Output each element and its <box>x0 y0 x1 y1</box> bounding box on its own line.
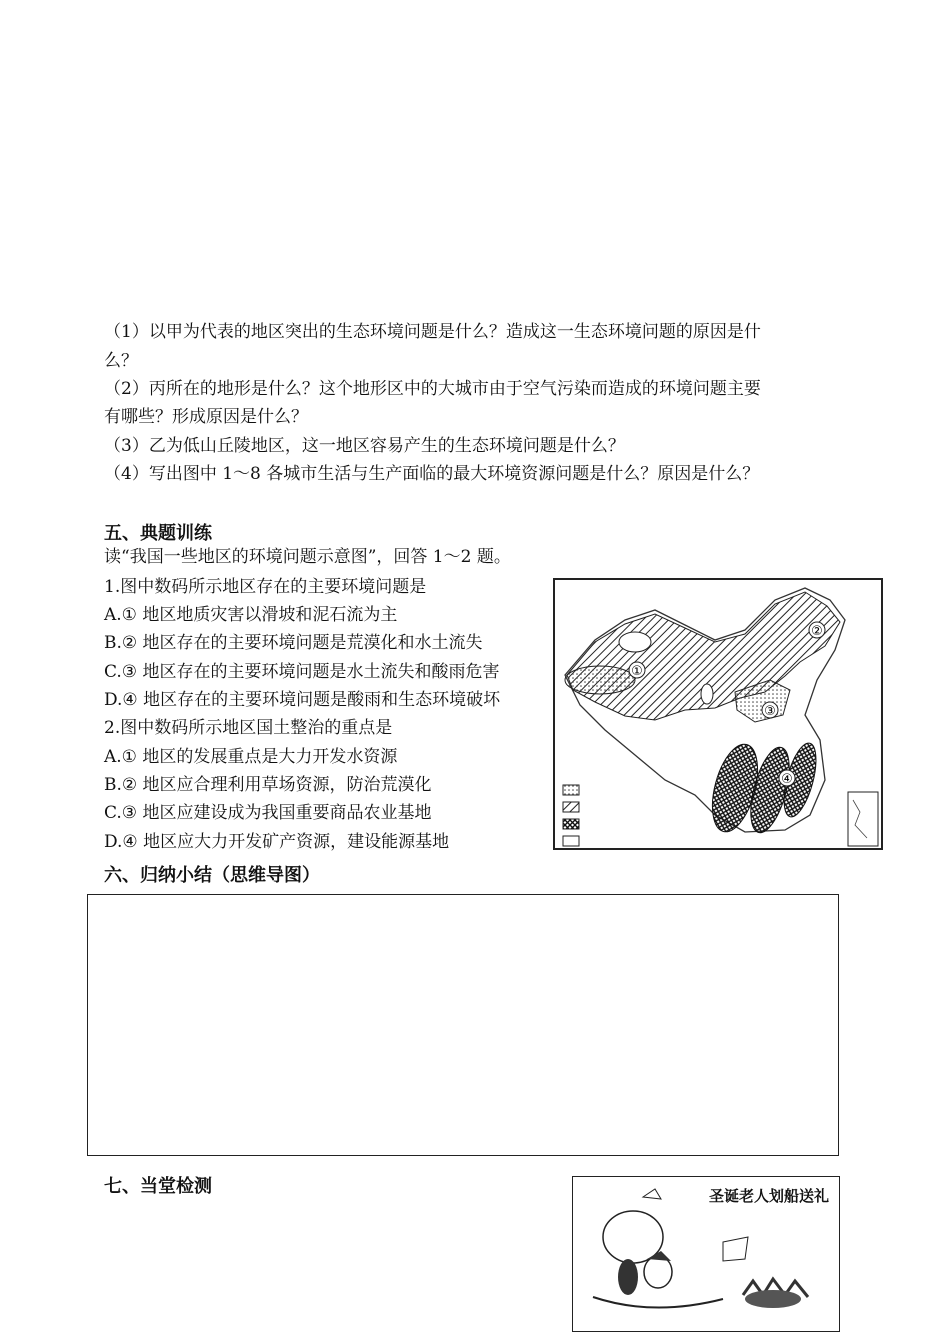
question-1-line-1: （1）以甲为代表的地区突出的生态环境问题是什么？造成这一生态环境问题的原因是什 <box>104 322 761 342</box>
legend-swatch-hatch <box>563 802 579 812</box>
section6-heading: 六、归纳小结（思维导图） <box>104 865 320 886</box>
q2-option-c: C.③ 地区应建设成为我国重要商品农业基地 <box>104 803 432 823</box>
q2-option-b: B.② 地区应合理利用草场资源，防治荒漠化 <box>104 775 432 795</box>
q2-option-d: D.④ 地区应大力开发矿产资源，建设能源基地 <box>104 832 450 852</box>
legend-swatch-cross <box>563 819 579 829</box>
q1-option-b: B.② 地区存在的主要环境问题是荒漠化和水土流失 <box>104 633 483 653</box>
south-sea-inset <box>848 792 878 846</box>
q1-stem: 1.图中数码所示地区存在的主要环境问题是 <box>104 577 427 597</box>
region-small-lake <box>619 632 651 652</box>
section5-heading: 五、典题训练 <box>104 523 212 544</box>
cartoon-figure <box>572 1176 840 1332</box>
map-label-3: ③ <box>764 704 776 719</box>
q1-option-d: D.④ 地区存在的主要环境问题是酸雨和生态环境破坏 <box>104 690 501 710</box>
cartoon-title: 圣诞老人划船送礼 <box>708 1187 829 1205</box>
mind-map-box <box>87 894 839 1156</box>
question-3: （3）乙为低山丘陵地区，这一地区容易产生的生态环境问题是什么？ <box>104 436 625 456</box>
question-1-line-2: 么？ <box>104 351 138 371</box>
map-label-2: ② <box>811 624 823 639</box>
legend-swatch-dots <box>563 785 579 795</box>
q2-option-a: A.① 地区的发展重点是大力开发水资源 <box>104 747 398 767</box>
environment-map-figure <box>553 578 883 850</box>
section5-intro: 读“我国一些地区的环境问题示意图”，回答 1～2 题。 <box>104 547 511 567</box>
china-map-illustration <box>555 580 881 848</box>
region-oval <box>701 684 713 704</box>
legend-swatch-blank <box>563 836 579 846</box>
map-label-1: ① <box>631 664 643 679</box>
section7-heading: 七、当堂检测 <box>104 1176 212 1197</box>
q1-option-c: C.③ 地区存在的主要环境问题是水土流失和酸雨危害 <box>104 662 500 682</box>
q1-option-a: A.① 地区地质灾害以滑坡和泥石流为主 <box>104 605 398 625</box>
question-2-line-2: 有哪些？形成原因是什么？ <box>104 407 308 427</box>
question-4: （4）写出图中 1～8 各城市生活与生产面临的最大环境资源问题是什么？原因是什么？ <box>104 464 760 484</box>
q2-stem: 2.图中数码所示地区国土整治的重点是 <box>104 718 393 738</box>
question-2-line-1: （2）丙所在的地形是什么？这个地形区中的大城市由于空气污染而造成的环境问题主要 <box>104 379 761 399</box>
region-1-dotted <box>565 666 635 694</box>
map-label-4: ④ <box>781 772 793 787</box>
